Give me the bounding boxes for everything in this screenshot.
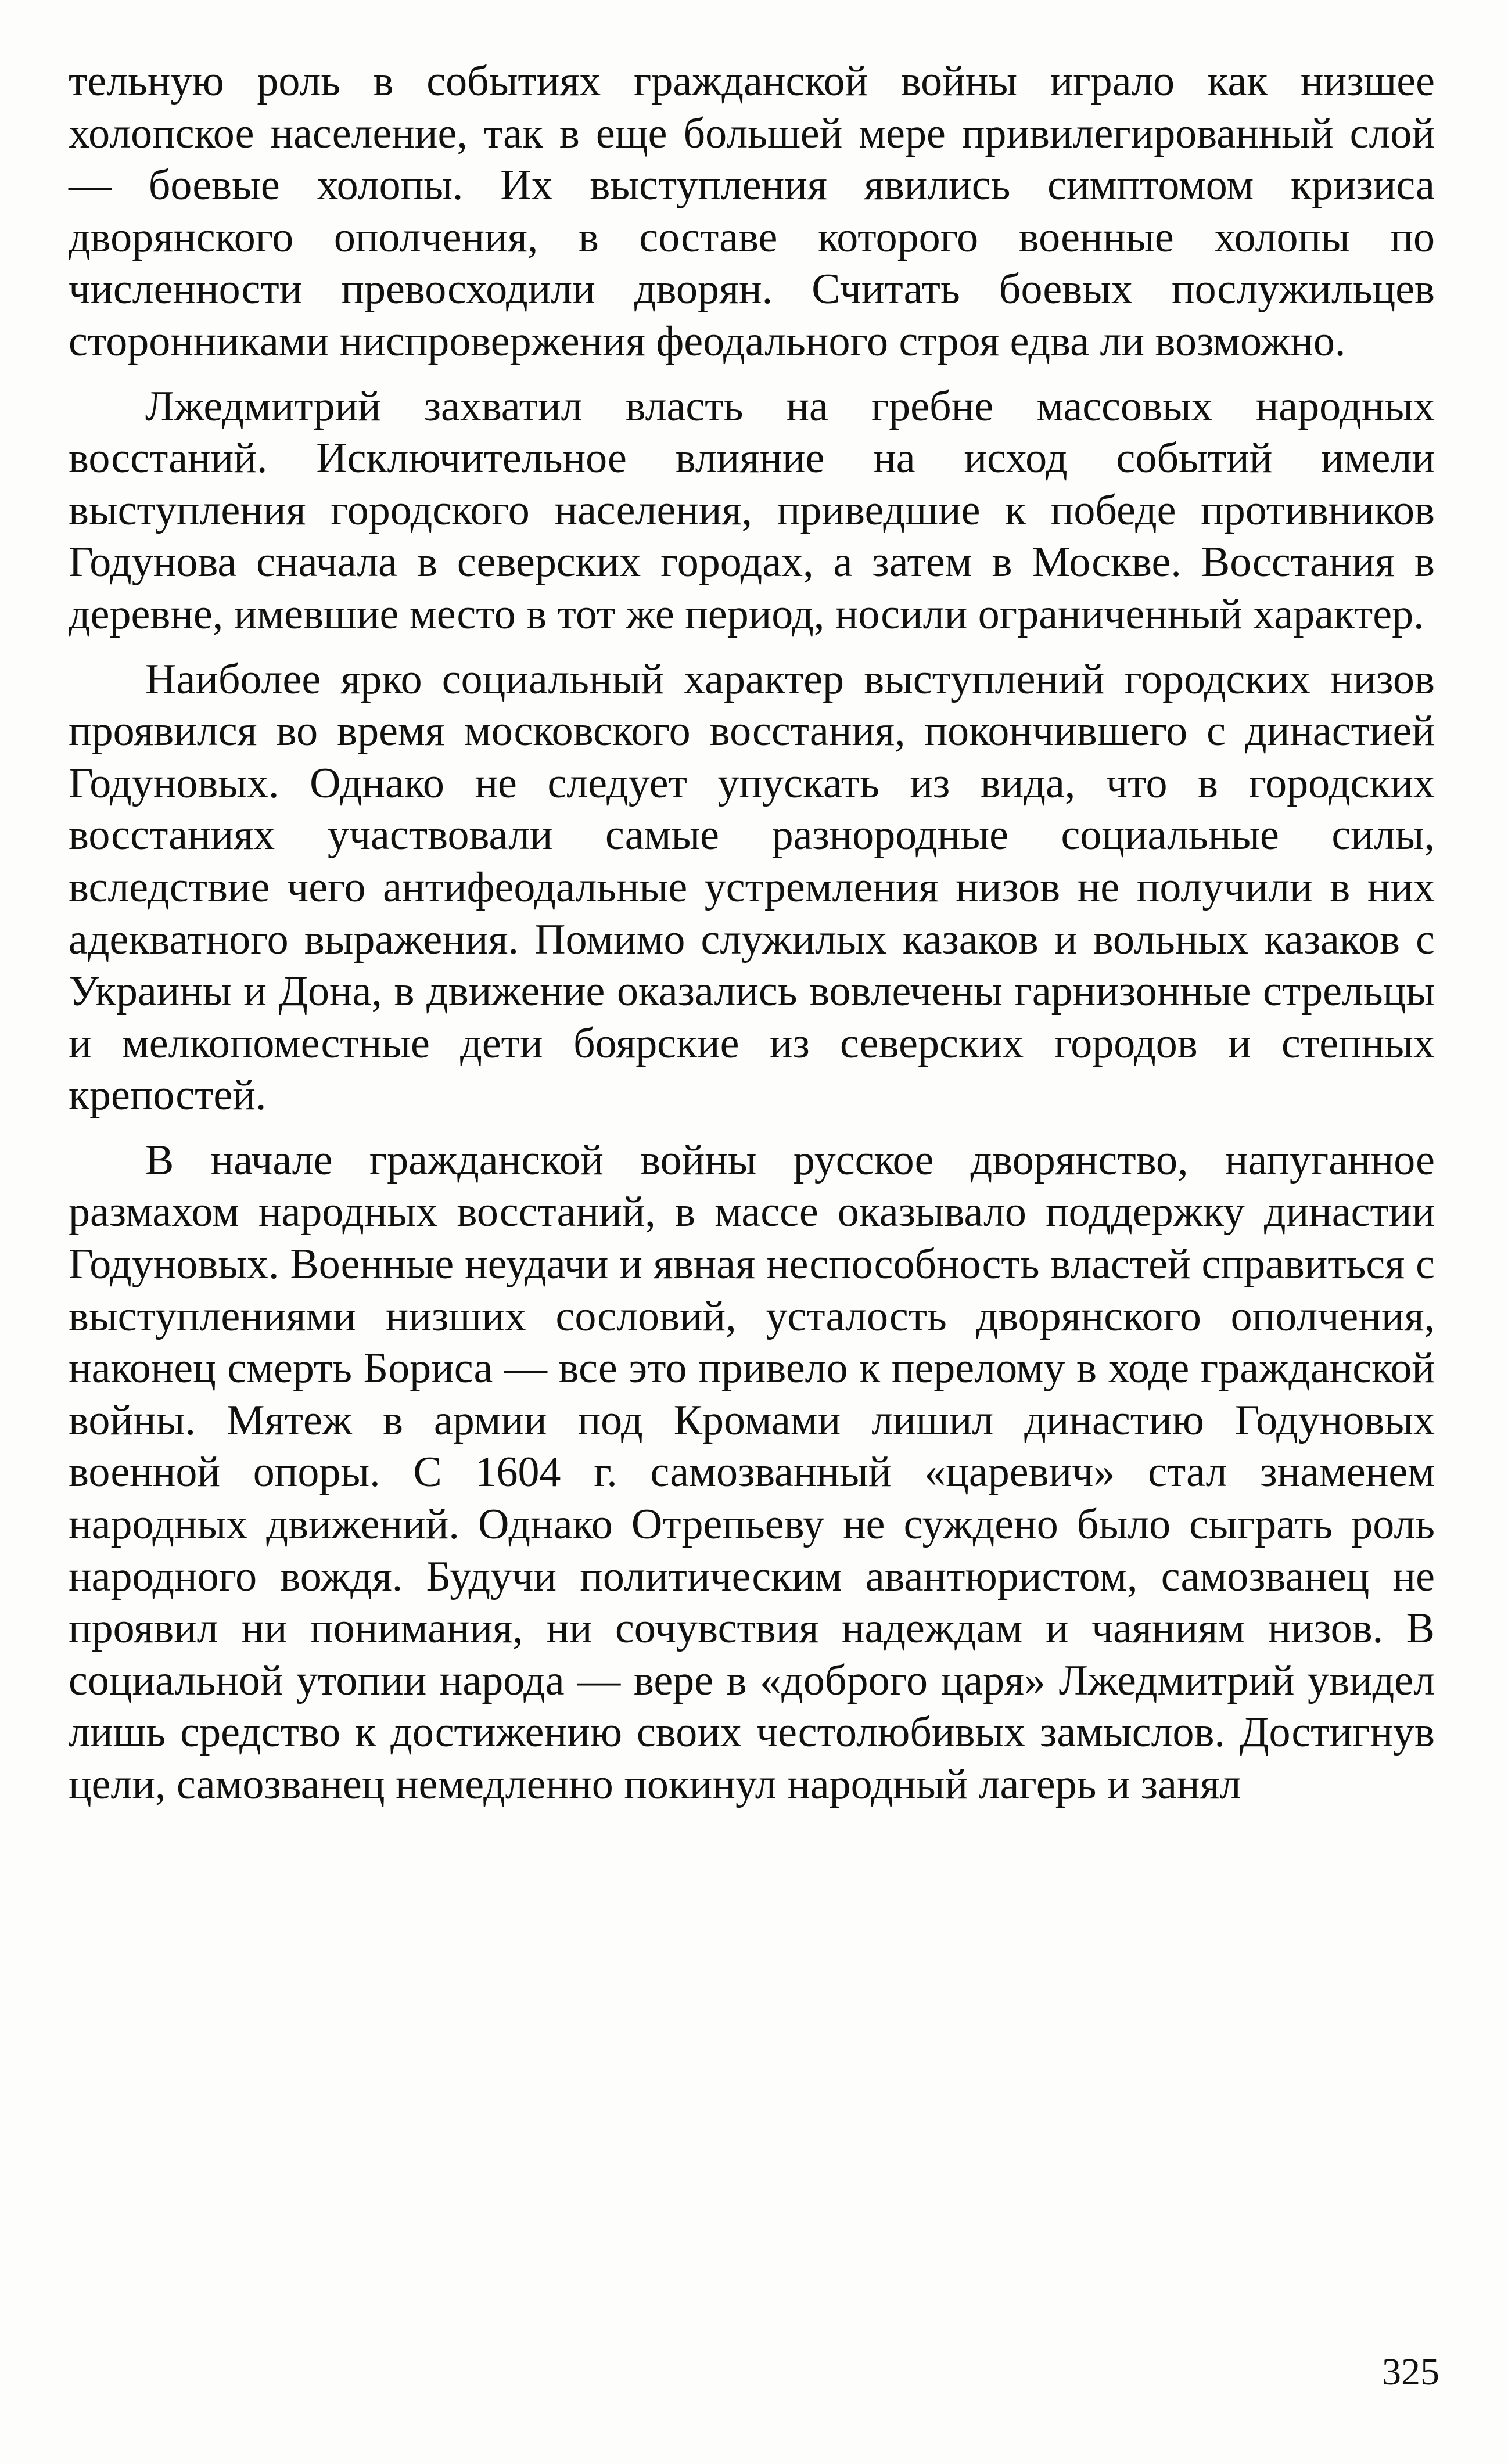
paragraph-3: Наиболее ярко социальный характер выступлений городских низов проявился во время московского восстания, покончившего с династией Годуновых. Однако не следует упускать из вида, что в городских восстаниях участвовали самые разнородные социальные силы, вследствие чего антифеодальные устремления низов не получили в них адекватного выражения. Помимо служилых казаков и вольных казаков с Украины и Дона, в движение оказались вовлечены гарнизонные стрельцы и мелкопоместные дети боярские из северских городов и степных крепостей.	[69, 655, 1435, 1120]
paragraph-1: тельную роль в событиях гражданской войны играло как низшее холопское население, так в еще большей мере привилегированный слой — боевые холопы. Их выступления явились симптомом кризиса дворянского ополчения, в составе которого военные холопы по численности превосходили дворян. Считать боевых послужильцев сторонниками ниспровержения феодального строя едва ли возможно.	[69, 57, 1435, 365]
paragraph-4: В начале гражданской войны русское дворянство, напуганное размахом народных восстаний, в массе оказывало поддержку династии Годуновых. Военные неудачи и явная неспособность властей справиться с выступлениями низших сословий, усталость дворянского ополчения, наконец смерть Бориса — все это привело к перелому в ходе гражданской войны. Мятеж в армии под Кромами лишил династию Годуновых военной опоры. С 1604 г. самозванный «царевич» стал знаменем народных движений. Однако Отрепьеву не суждено было сыграть роль народного вождя. Будучи политическим авантюристом, самозванец не проявил ни понимания, ни сочувствия надеждам и чаяниям низов. В социальной утопии народа — вере в «доброго царя» Лжедмитрий увидел лишь средство к достижению своих честолюбивых замыслов. Достигнув цели, самозванец немедленно покинул народный лагерь и занял	[69, 1136, 1435, 1808]
page-number: 325	[1382, 2351, 1439, 2393]
paragraph-2: Лжедмитрий захватил власть на гребне массовых народных восстаний. Исключительное влияние на исход событий имели выступления городского населения, приведшие к победе противников Годунова сначала в северских городах, а затем в Москве. Восстания в деревне, имевшие место в тот же период, носили ограниченный характер.	[69, 382, 1435, 638]
body-text	[69, 56, 1435, 1811]
